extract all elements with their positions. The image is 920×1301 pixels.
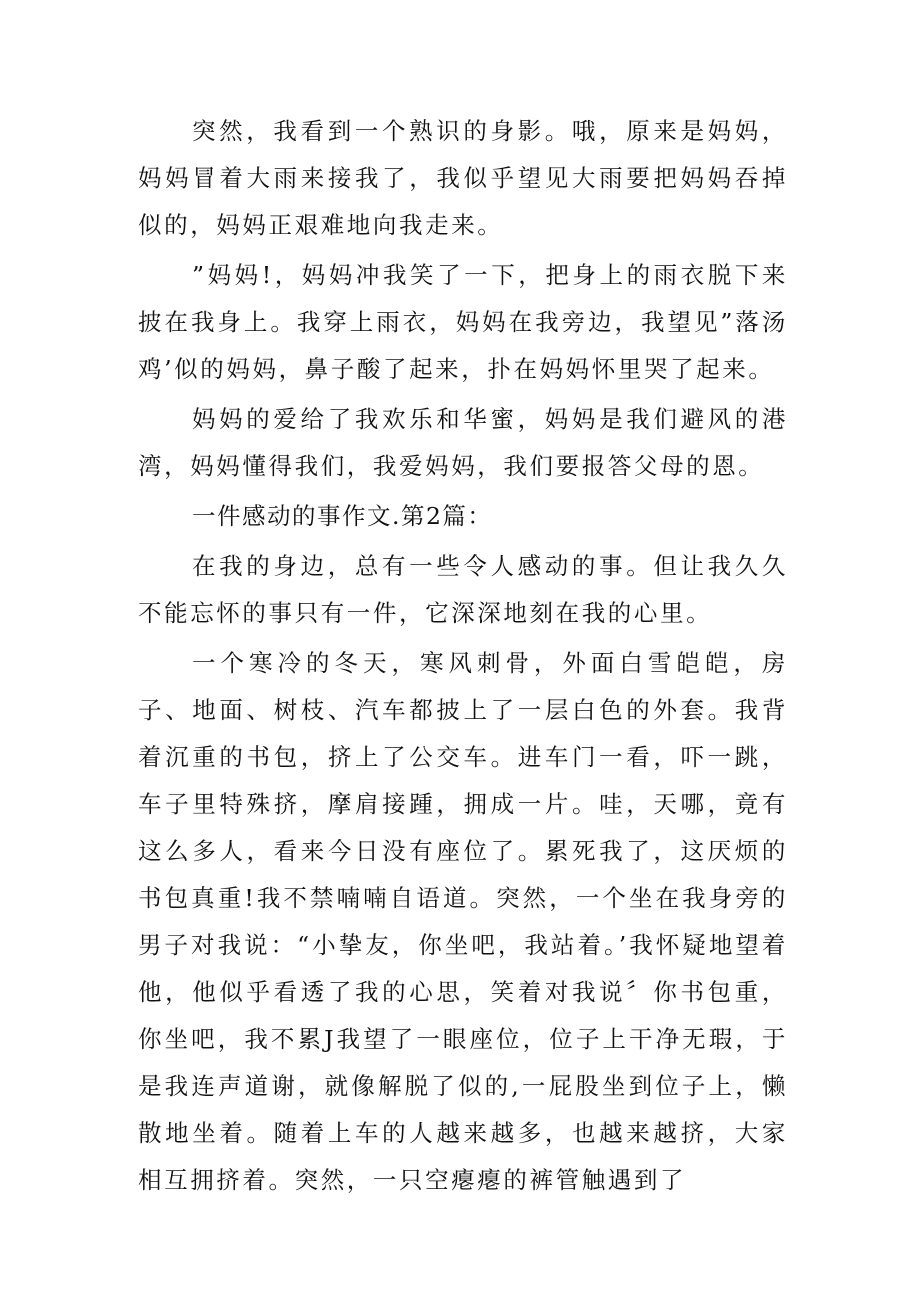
document-body — [138, 108, 788, 1207]
section-heading: 一件感动的事作文.第2篇： — [192, 502, 493, 530]
paragraph-3: 妈妈的爱给了我欢乐和华蜜，妈妈是我们避风的港湾，妈妈懂得我们，我爱妈妈，我们要报答父母的恩。 — [138, 405, 788, 480]
paragraph-2: ”妈妈!，妈妈冲我笑了一下，把身上的雨衣脱下来披在我身上。我穿上雨衣，妈妈在我旁边，我望见”落汤鸡’似的妈妈，鼻子酸了起来，扑在妈妈怀里哭了起来。 — [138, 261, 788, 383]
paragraph-1: 突然，我看到一个熟识的身影。哦，原来是妈妈，妈妈冒着大雨来接我了，我似乎望见大雨要把妈妈吞掉似的，妈妈正艰难地向我走来。 — [138, 117, 788, 239]
paragraph-4: 在我的身边，总有一些令人感动的事。但让我久久不能忘怀的事只有一件，它深深地刻在我的心里。 — [138, 552, 788, 627]
paragraph-5: 一个寒冷的冬天，寒风刺骨，外面白雪皑皑，房子、地面、树枝、汽车都披上了一层白色的外套。我背着沉重的书包，挤上了公交车。进车门一看，吓一跳，车子里特殊挤，摩肩接踵，拥成一片。哇，天哪，竟有这么多人，看来今日没有座位了。累死我了，这厌烦的书包真重!我不禁喃喃自语道。突然，一个坐在我身旁的男子对我说：“小挚友，你坐吧，我站着。’我怀疑地望着他，他似乎看透了我的心思，笑着对我说〞你书包重，你坐吧，我不累J我望了一眼座位，位子上干净无瑕，于是我连声道谢，就像解脱了似的,一屁股坐到位子上，懒散地坐着。随着上车的人越来越多，也越来越挤，大家相互拥挤着。突然，一只空瘪瘪的裤管触遇到了 — [138, 649, 788, 1194]
